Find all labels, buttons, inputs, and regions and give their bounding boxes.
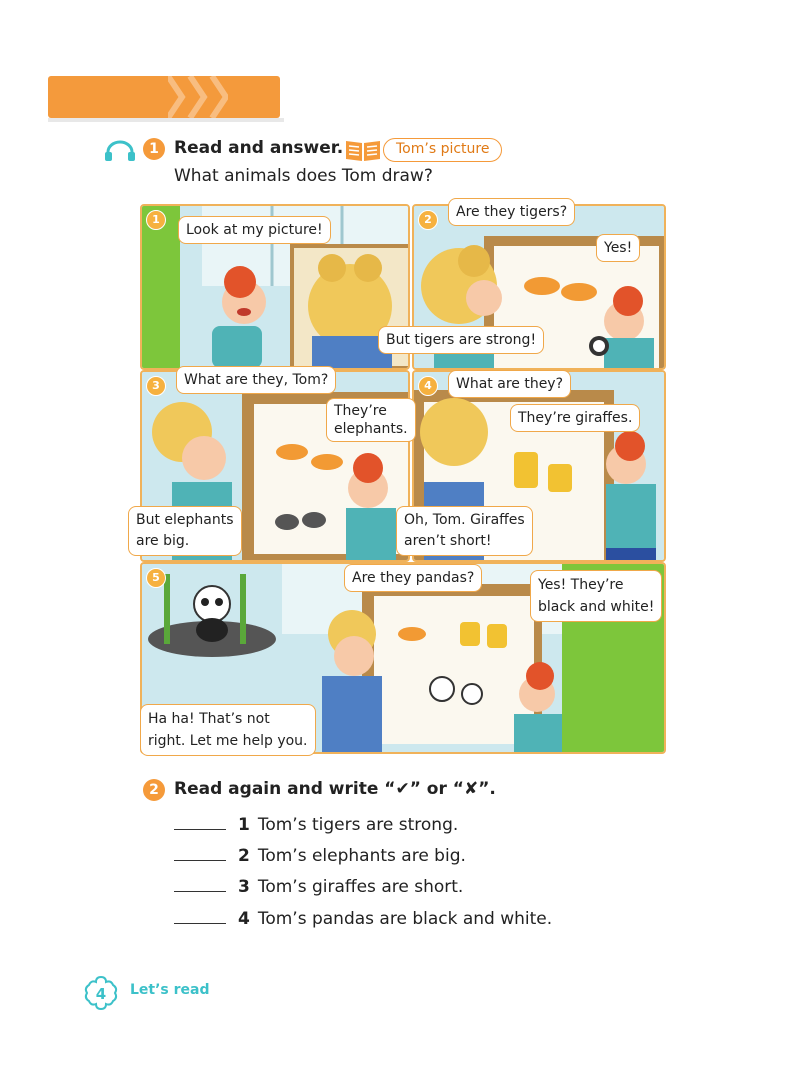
panel-3-number: 3	[146, 376, 166, 396]
panel-1-number: 1	[146, 210, 166, 230]
speech-bubble-help	[140, 704, 316, 756]
speech-bubble-black-white	[530, 570, 662, 622]
banner-shadow	[48, 118, 284, 122]
activity-1-question: What animals does Tom draw?	[174, 166, 433, 186]
bubble-line: black and white!	[538, 599, 655, 615]
banner-title: Start up	[96, 5, 225, 36]
speech-bubble: Are they tigers?	[448, 198, 575, 226]
answer-blank[interactable]	[174, 829, 226, 830]
speech-bubble: But tigers are strong!	[378, 326, 544, 354]
exercise-item-2	[174, 846, 466, 866]
headphones-icon[interactable]	[104, 140, 136, 162]
tomss-picture-tag: Tom’s picture	[383, 138, 502, 162]
item-text: Tom’s elephants are big.	[257, 846, 466, 866]
bubble-line: Yes! They’re	[538, 577, 624, 593]
footer-label: Let’s read	[130, 982, 210, 998]
exercise-item-1	[174, 815, 458, 835]
answer-blank[interactable]	[174, 860, 226, 861]
activity-1-number: 1	[143, 138, 165, 160]
bubble-line: are big.	[136, 533, 190, 549]
open-book-icon	[344, 137, 382, 163]
exercise-item-3	[174, 877, 463, 897]
start-up-banner	[48, 76, 280, 118]
activity-2-number: 2	[143, 779, 165, 801]
item-text: Tom’s pandas are black and white.	[257, 909, 553, 929]
bubble-line: Oh, Tom. Giraffes	[404, 512, 525, 528]
item-text: Tom’s giraffes are short.	[257, 877, 464, 897]
item-number: 3	[238, 877, 250, 897]
item-number: 4	[238, 909, 250, 929]
bubble-line: They’re	[334, 403, 387, 419]
bubble-line: right. Let me help you.	[148, 733, 308, 749]
item-number: 2	[238, 846, 250, 866]
speech-bubble: What are they, Tom?	[176, 366, 336, 394]
page-number: 4	[95, 985, 107, 1003]
answer-blank[interactable]	[174, 891, 226, 892]
activity-2-title: Read again and write “✔” or “✘”.	[174, 779, 496, 799]
answer-blank[interactable]	[174, 923, 226, 924]
speech-bubble: Yes!	[596, 234, 640, 262]
bubble-line: elephants.	[334, 421, 408, 437]
panel-4-number: 4	[418, 376, 438, 396]
speech-bubble-giraffes	[396, 506, 533, 556]
speech-bubble: Look at my picture!	[178, 216, 331, 244]
speech-bubble-elephants	[326, 398, 416, 442]
bubble-line: aren’t short!	[404, 533, 492, 549]
activity-1-title: Read and answer.	[174, 138, 344, 158]
bubble-line: Ha ha! That’s not	[148, 711, 270, 727]
chevron-decoration-icon	[168, 76, 228, 118]
item-number: 1	[238, 815, 250, 835]
bubble-line: But elephants	[136, 512, 234, 528]
comic-strip	[136, 204, 662, 750]
speech-bubble: Are they pandas?	[344, 564, 482, 592]
speech-bubble: What are they?	[448, 370, 571, 398]
panel-5-number: 5	[146, 568, 166, 588]
panel-2-number: 2	[418, 210, 438, 230]
item-text: Tom’s tigers are strong.	[257, 815, 459, 835]
speech-bubble-big	[128, 506, 242, 556]
exercise-item-4	[174, 909, 552, 929]
speech-bubble: They’re giraffes.	[510, 404, 640, 432]
page-number-flower-icon	[82, 974, 120, 1012]
